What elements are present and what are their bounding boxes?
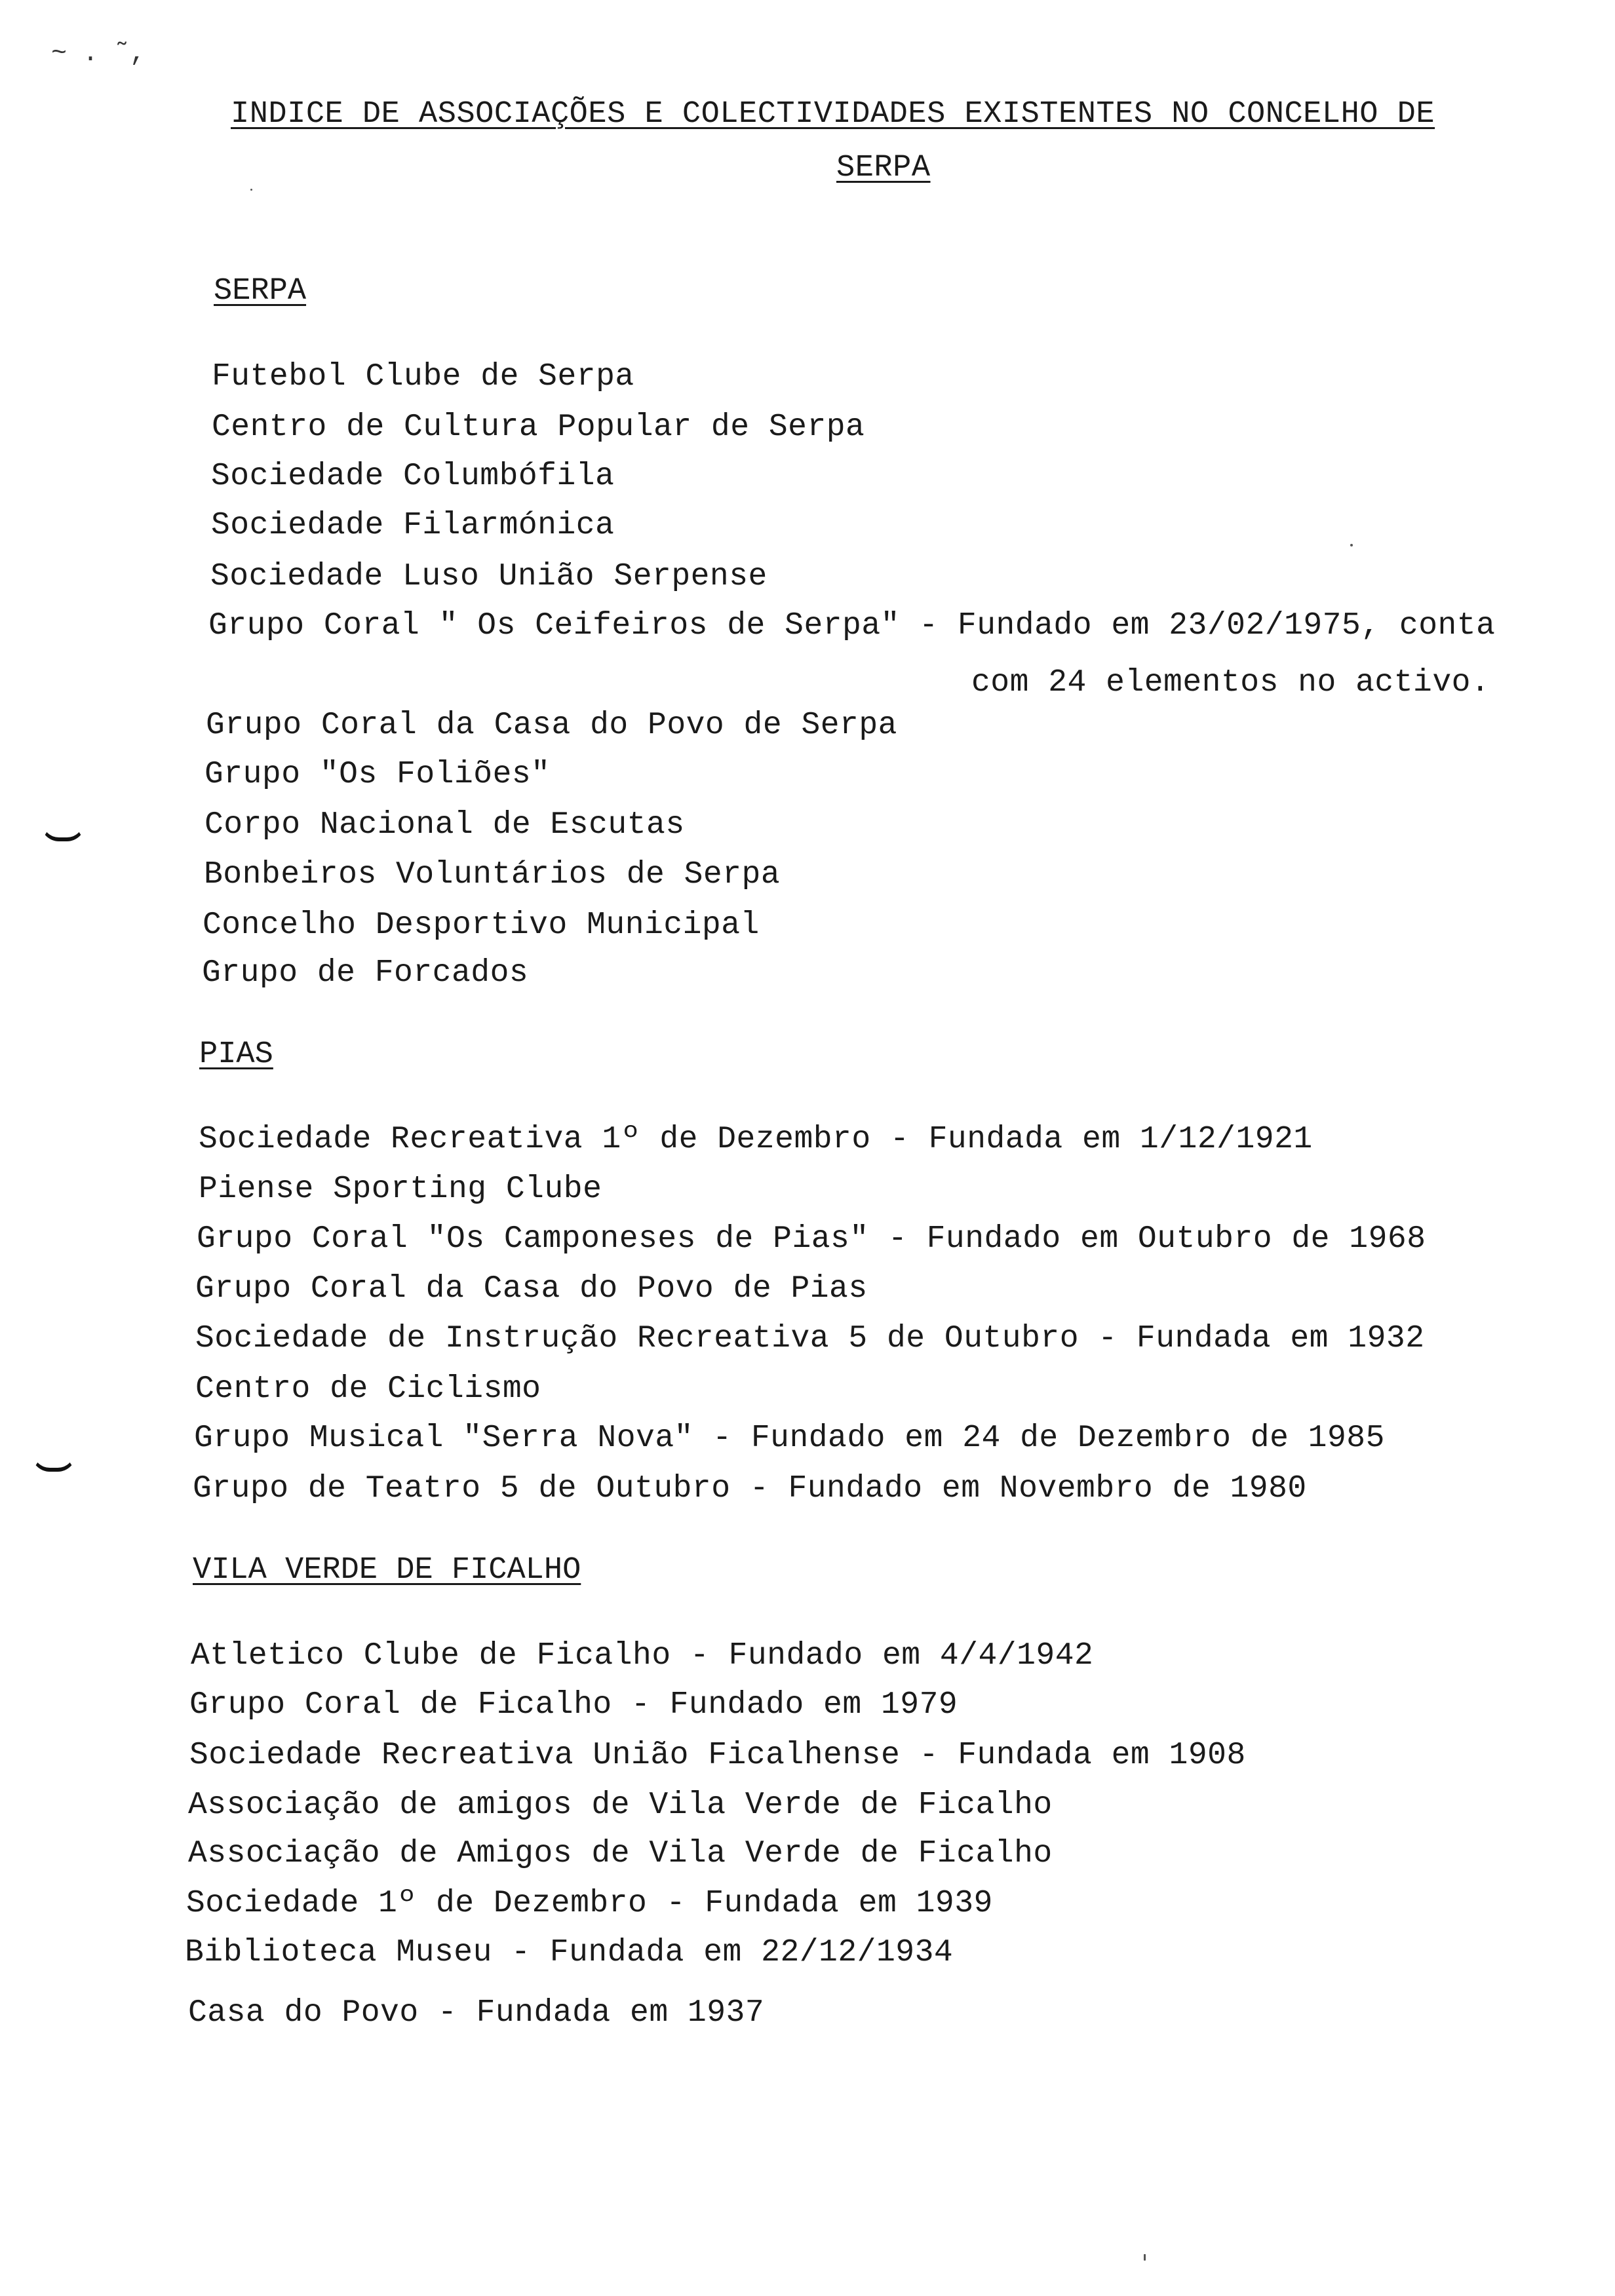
list-item: Bonbeiros Voluntários de Serpa <box>204 857 781 892</box>
corner-scribble: ~ . ˜, <box>51 39 146 69</box>
list-item: Biblioteca Museu - Fundada em 22/12/1934 <box>185 1935 954 1970</box>
list-item: Sociedade Recreativa 1º de Dezembro - Fundada em 1/12/1921 <box>199 1122 1313 1157</box>
list-item: Casa do Povo - Fundada em 1937 <box>188 1995 765 2031</box>
list-item: Centro de Ciclismo <box>195 1371 541 1407</box>
document-title-line-1: INDICE DE ASSOCIAÇÕES E COLECTIVIDADES EXISTENTES NO CONCELHO DE <box>231 97 1435 132</box>
list-item: Grupo Coral " Os Ceifeiros de Serpa" - Fundado em 23/02/1975, conta <box>208 608 1496 643</box>
list-item: Associação de Amigos de Vila Verde de Ficalho <box>188 1836 1053 1871</box>
list-item: Sociedade Columbófila <box>211 459 615 494</box>
list-item: Futebol Clube de Serpa <box>212 359 634 394</box>
list-item: Sociedade 1º de Dezembro - Fundada em 1939 <box>186 1886 993 1921</box>
paper-speck <box>250 189 252 191</box>
list-item-continuation: com 24 elementos no activo. <box>971 665 1490 700</box>
binder-hole-mark <box>41 823 85 841</box>
list-item: Grupo de Forcados <box>202 955 529 991</box>
section-heading-serpa: SERPA <box>214 274 307 309</box>
list-item: Grupo Coral "Os Camponeses de Pias" - Fundado em Outubro de 1968 <box>197 1221 1426 1257</box>
list-item: Sociedade de Instrução Recreativa 5 de Outubro - Fundada em 1932 <box>195 1321 1425 1356</box>
list-item: Concelho Desportivo Municipal <box>203 908 760 943</box>
list-item: Grupo Coral da Casa do Povo de Serpa <box>206 708 897 743</box>
list-item: Piense Sporting Clube <box>199 1172 602 1207</box>
list-item: Atletico Clube de Ficalho - Fundado em 4/4/1942 <box>191 1638 1094 1674</box>
paper-speck <box>1144 2254 1146 2261</box>
list-item: Grupo Coral de Ficalho - Fundado em 1979 <box>189 1687 958 1723</box>
list-item: Grupo de Teatro 5 de Outubro - Fundado em Novembro de 1980 <box>193 1471 1307 1506</box>
list-item: Corpo Nacional de Escutas <box>204 807 685 843</box>
section-heading-pias: PIAS <box>199 1037 273 1072</box>
list-item: Grupo Coral da Casa do Povo de Pias <box>195 1271 868 1307</box>
paper-speck <box>1350 544 1353 546</box>
section-heading-ficalho: VILA VERDE DE FICALHO <box>193 1553 581 1588</box>
binder-hole-mark <box>31 1453 76 1472</box>
document-title-line-2: SERPA <box>836 151 931 185</box>
list-item: Centro de Cultura Popular de Serpa <box>212 410 865 445</box>
list-item: Sociedade Filarmónica <box>211 508 615 543</box>
list-item: Sociedade Luso União Serpense <box>210 559 768 594</box>
list-item: Sociedade Recreativa União Ficalhense - Fundada em 1908 <box>189 1738 1246 1773</box>
list-item: Associação de amigos de Vila Verde de Ficalho <box>188 1788 1053 1823</box>
list-item: Grupo Musical "Serra Nova" - Fundado em 24 de Dezembro de 1985 <box>194 1421 1385 1456</box>
list-item: Grupo "Os Foliões" <box>204 757 551 792</box>
